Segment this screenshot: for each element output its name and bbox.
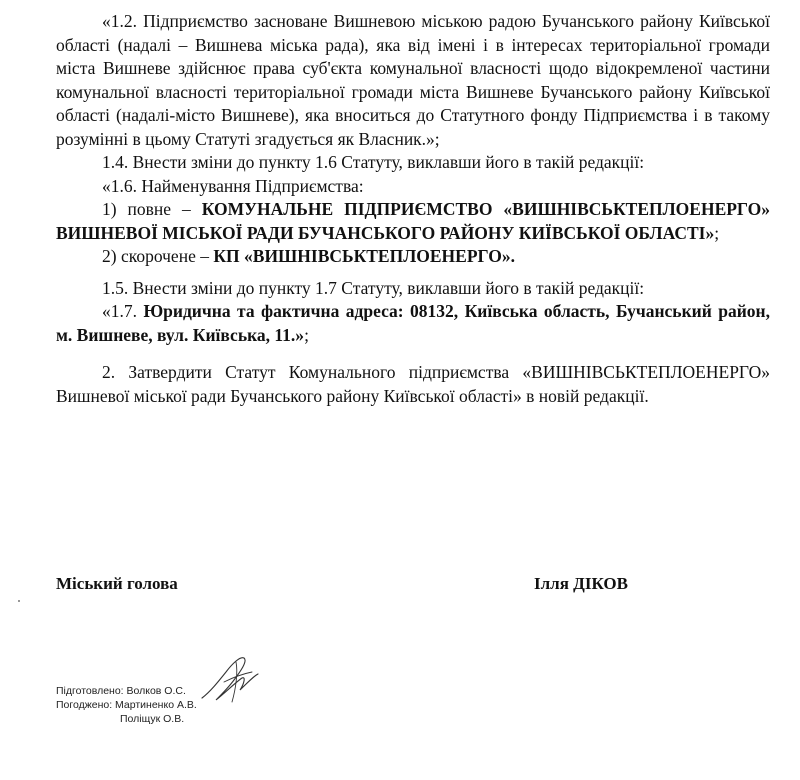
signature-position: Міський голова — [56, 574, 178, 593]
agreed-by-2: Поліщук О.В. — [120, 713, 185, 725]
paragraph-2: 2. Затвердити Статут Комунального підприємства «ВИШНІВСЬКТЕПЛОЕНЕРГО» Вишневої міської ради Бучанського району Київської області» в новій редакції. — [56, 362, 770, 406]
full-name-suffix: ; — [714, 222, 720, 243]
paragraph-full-name — [56, 198, 770, 245]
full-name-prefix: 1) повне – — [102, 199, 202, 219]
address-suffix: ; — [304, 324, 309, 345]
full-name-value: КОМУНАЛЬНЕ ПІДПРИЄМСТВО «ВИШНІВСЬКТЕПЛОЕНЕРГО» ВИШНЕВОЇ МІСЬКОЇ РАДИ БУЧАНСЬКОГО РАЙОНУ КИЇВСЬКОЇ ОБЛАСТІ» — [56, 199, 770, 243]
paragraph-short-name — [56, 245, 770, 269]
short-name-value: КП «ВИШНІВСЬКТЕПЛОЕНЕРГО». — [213, 246, 515, 266]
scan-speck — [18, 600, 20, 602]
signature-name: Ілля ДІКОВ — [534, 574, 628, 593]
short-name-prefix: 2) скорочене – — [102, 246, 214, 266]
paragraph-1-7 — [56, 300, 770, 347]
document-body — [56, 10, 770, 408]
prepared-block — [56, 684, 197, 726]
paragraph-1-2: «1.2. Підприємство засноване Вишневою міською радою Бучанського району Київської області (надалі – Вишнева міська рада), яка від імені і в інтересах територіальної громади міста Вишневе здійснює права суб'єкта комунальної власності щодо відокремленої частини комунальної власності територіальної громади міста Вишневе Бучанського району Київської області (надалі-місто Вишневе), яка вноситься до Статутного фонду Підприємства і в такому розумінні в цьому Статуті згадується як Власник.»; — [56, 11, 770, 149]
address-value: Юридична та фактична адреса: 08132, Київська область, Бучанський район, м. Вишневе, вул. Київська, 11.» — [56, 301, 771, 345]
address-prefix: «1.7. — [102, 301, 144, 321]
paragraph-1-4: 1.4. Внести зміни до пункту 1.6 Статуту, виклавши його в такій редакції: — [102, 152, 645, 172]
agreed-by-1: Погоджено: Мартиненко А.В. — [56, 699, 197, 711]
prepared-by: Підготовлено: Волков О.С. — [56, 685, 186, 697]
handwritten-signature-icon — [196, 652, 266, 708]
paragraph-1-6-heading: «1.6. Найменування Підприємства: — [102, 175, 364, 196]
paragraph-1-5: 1.5. Внести зміни до пункту 1.7 Статуту, виклавши його в такій редакції: — [102, 277, 645, 298]
